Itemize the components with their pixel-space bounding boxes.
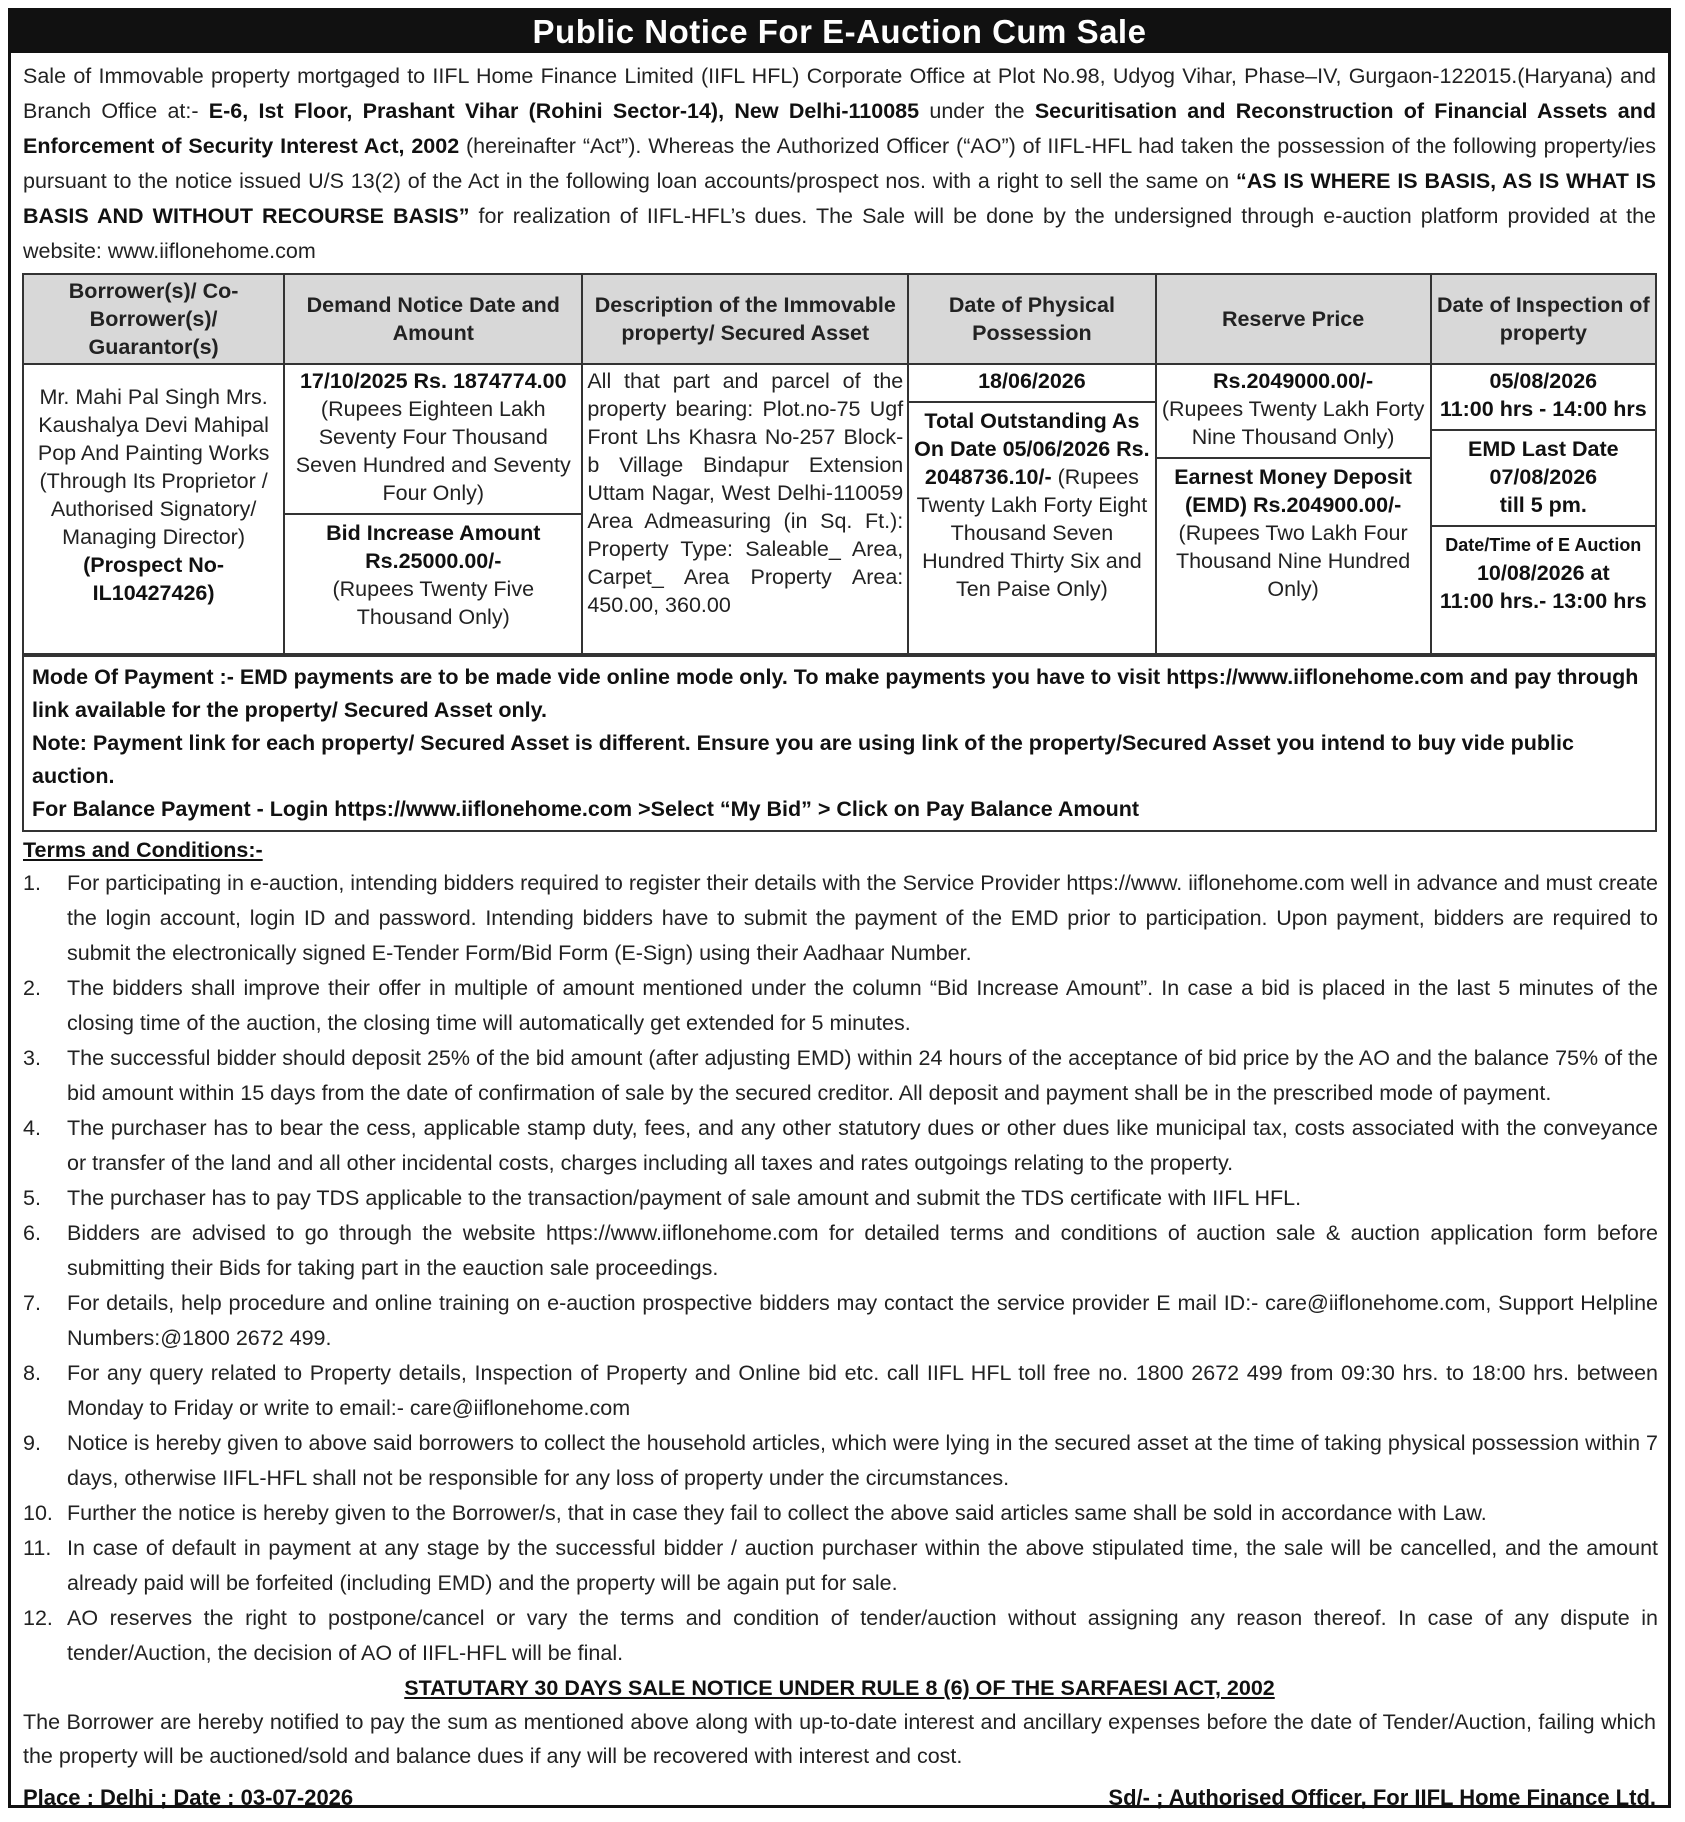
outstanding-block — [909, 401, 1154, 603]
reserve-amount: Rs.2049000.00/- — [1212, 369, 1374, 393]
term-text: For details, help procedure and online training on e-auction prospective bidders may contact the service provider E mail ID:- care@iiflonehome.com, Support Helpline Numbers:@1800 2672 499. — [67, 1291, 1658, 1350]
header-borrower: Borrower(s)/ Co-Borrower(s)/ Guarantor(s) — [23, 274, 284, 364]
list-item — [23, 971, 1658, 1041]
borrower-cell — [23, 364, 284, 654]
reserve-cell — [1156, 364, 1431, 654]
term-text: The purchaser has to bear the cess, applicable stamp duty, fees, and any other statutory dues or other dues like municipal tax, costs associated with the conveyance or transfer of the land and all other incidental costs, charges including all taxes and rates outgoings relating to the property. — [67, 1116, 1658, 1175]
footer — [11, 1773, 1668, 1811]
act-name: Securitisation and Reconstruction of Financial Assets and Enforcement of Security Interest Act, 2002 — [23, 99, 1657, 158]
term-number: 7. — [23, 1291, 41, 1315]
auction-block — [1432, 525, 1655, 615]
terms-list — [11, 866, 1668, 1671]
signature: Sd/- ; Authorised Officer, For IIFL Home Finance Ltd. — [1108, 1785, 1656, 1810]
header-demand: Demand Notice Date and Amount — [284, 274, 582, 364]
emd-last-time: till 5 pm. — [1499, 493, 1587, 517]
emd-last-label: EMD Last Date — [1468, 437, 1619, 461]
outstanding-label: Total Outstanding As On Date 05/06/2026 Rs. 2048736.10/- — [914, 409, 1150, 489]
header-inspection: Date of Inspection of property — [1431, 274, 1656, 364]
payment-box — [22, 655, 1657, 832]
list-item — [23, 1181, 1658, 1216]
outstanding-words: (Rupees Twenty Lakh Forty Eight Thousand Seven Hundred Thirty Six and Ten Paise Only) — [916, 465, 1148, 601]
branch-address: E-6, Ist Floor, Prashant Vihar (Rohini Sector-14), New Delhi-110085 — [198, 99, 920, 123]
list-item — [23, 1601, 1658, 1671]
term-text: AO reserves the right to postpone/cancel or vary the terms and condition of tender/auction without assigning any reason thereof. In case of any dispute in tender/Auction, the decision of AO of IIFL-HFL will be final. — [67, 1606, 1658, 1665]
bid-increase-label: Bid Increase Amount — [326, 521, 541, 545]
term-number: 6. — [23, 1221, 41, 1245]
bid-increase-words: (Rupees Twenty Five Thousand Only) — [332, 577, 535, 629]
balance-payment: For Balance Payment - Login https://www.iiflonehome.com >Select “My Bid” > Click on Pay Balance Amount — [32, 797, 1140, 821]
term-number: 11. — [23, 1536, 52, 1560]
emd-last-date: 07/08/2026 — [1489, 465, 1598, 489]
payment-note: Note: Payment link for each property/ Secured Asset is different. Ensure you are using link of the property/Secured Asset you intend to buy vide public auction. — [32, 731, 1574, 788]
emd-words: (Rupees Two Lakh Four Thousand Nine Hundred Only) — [1175, 521, 1411, 601]
inspection-cell — [1431, 364, 1656, 654]
term-text: The successful bidder should deposit 25% of the bid amount (after adjusting EMD) within 24 hours of the acceptance of bid price by the AO and the balance 75% of the bid amount within 15 days from the date of confirmation of sale by the secured creditor. All deposit and payment shall be in the prescribed mode of payment. — [67, 1046, 1658, 1105]
list-item — [23, 1041, 1658, 1111]
auction-label: Date/Time of E Auction — [1445, 535, 1642, 555]
sale-basis: “AS IS WHERE IS BASIS, AS IS WHAT IS BASIS AND WITHOUT RECOURSE BASIS” — [23, 169, 1656, 228]
place-date: Place : Delhi ; Date : 03-07-2026 — [23, 1785, 354, 1810]
term-number: 2. — [23, 976, 41, 1000]
term-text: For participating in e-auction, intending bidders required to register their details with the Service Provider https://www. iiflonehome.com well in advance and must create the login account, login ID and password. Intending bidders have to submit the payment of the EMD prior to participation. Upon payment, bidders are required to submit the electronically signed E-Tender Form/Bid Form (E-Sign) using their Aadhaar Number. — [67, 871, 1658, 965]
borrower-names: Mr. Mahi Pal Singh Mrs. Kaushalya Devi Mahipal Pop And Painting Works (Through Its Proprietor / Authorised Signatory/ Managing Director) — [37, 385, 270, 549]
intro-text-1: Sale of Immovable property mortgaged to IIFL Home Finance Limited (IIFL HFL) Corporate Office at Plot No.98, Udyog Vihar, Phase–IV, Gurgaon-122015.(Haryana) and Branch Office at:- — [23, 64, 1656, 123]
list-item — [23, 1496, 1658, 1531]
term-text: The bidders shall improve their offer in multiple of amount mentioned under the column “Bid Increase Amount”. In case a bid is placed in the last 5 minutes of the closing time of the auction, the closing time will automatically get extended for 5 minutes. — [67, 976, 1658, 1035]
term-number: 8. — [23, 1361, 41, 1385]
emd-last-block — [1432, 429, 1655, 519]
list-item — [23, 1531, 1658, 1601]
term-text: In case of default in payment at any stage by the successful bidder / auction purchaser within the above stipulated time, the sale will be cancelled, and the amount already paid will be forfeited (including EMD) and the property will be again put for sale. — [67, 1536, 1658, 1595]
intro-text-4: for realization of IIFL-HFL’s dues. The Sale will be done by the undersigned through e-auction platform provided at the website: www.iiflonehome.com — [23, 204, 1656, 263]
possession-cell — [908, 364, 1155, 654]
term-number: 4. — [23, 1116, 41, 1140]
term-text: Bidders are advised to go through the website https://www.iiflonehome.com for detailed terms and conditions of auction sale & auction application form before submitting their Bids for taking part in the eauction sale proceedings. — [67, 1221, 1658, 1280]
term-number: 5. — [23, 1186, 41, 1210]
table-row — [23, 364, 1656, 654]
terms-heading: Terms and Conditions:- — [23, 838, 263, 862]
inspection-date: 05/08/2026 — [1489, 369, 1598, 393]
header-description: Description of the Immovable property/ Secured Asset — [582, 274, 908, 364]
list-item — [23, 1356, 1658, 1426]
bid-increase-amount: Rs.25000.00/- — [365, 549, 502, 573]
emd-label: Earnest Money Deposit (EMD) Rs.204900.00/- — [1174, 465, 1412, 517]
demand-date-amount: 17/10/2025 Rs. 1874774.00 — [299, 369, 567, 393]
intro-paragraph — [11, 53, 1668, 269]
header-reserve: Reserve Price — [1156, 274, 1431, 364]
closing-paragraph: The Borrower are hereby notified to pay the sum as mentioned above along with up-to-date interest and ancillary expenses before the date of Tender/Auction, failing which the property will be auctioned/sold and balance dues if any will be recovered with interest and cost. — [23, 1710, 1656, 1768]
notice-page — [8, 8, 1671, 1808]
term-text: Further the notice is hereby given to the Borrower/s, that in case they fail to collect the above said articles same shall be sold in accordance with Law. — [67, 1501, 1487, 1525]
list-item — [23, 1286, 1658, 1356]
description-cell: All that part and parcel of the property bearing: Plot.no-75 Ugf Front Lhs Khasra No-257 Block-b Village Bindapur Extension Uttam Nagar, West Delhi-110059 Area Admeasuring (in Sq. Ft.): Property Type: Saleable_ Area, Carpet_ Area Property Area: 450.00, 360.00 — [582, 364, 908, 654]
property-table — [22, 273, 1657, 655]
header-possession: Date of Physical Possession — [908, 274, 1155, 364]
statutory-heading: STATUTARY 30 DAYS SALE NOTICE UNDER RULE 8 (6) OF THE SARFAESI ACT, 2002 — [404, 1676, 1275, 1700]
intro-text-2: under the — [919, 99, 1035, 123]
reserve-words: (Rupees Twenty Lakh Forty Nine Thousand Only) — [1161, 397, 1425, 449]
term-number: 1. — [23, 871, 41, 895]
notice-title: Public Notice For E-Auction Cum Sale — [11, 11, 1668, 53]
intro-text-3: (hereinafter “Act”). Whereas the Authorized Officer (“AO”) of IIFL-HFL had taken the possession of the following property/ies pursuant to the notice issued U/S 13(2) of the Act in the following loan accounts/prospect nos. with a right to sell the same on — [23, 134, 1657, 193]
list-item — [23, 866, 1658, 971]
table-header-row — [23, 274, 1656, 364]
term-number: 9. — [23, 1431, 41, 1455]
emd-block — [1157, 457, 1430, 603]
list-item — [23, 1111, 1658, 1181]
prospect-number: (Prospect No- IL10427426) — [83, 553, 225, 605]
term-text: For any query related to Property details, Inspection of Property and Online bid etc. call IIFL HFL toll free no. 1800 2672 499 from 09:30 hrs. to 18:00 hrs. between Monday to Friday or write to email:- care@iiflonehome.com — [67, 1361, 1658, 1420]
bid-increase-block — [285, 513, 581, 631]
possession-date: 18/06/2026 — [978, 369, 1086, 393]
demand-words: (Rupees Eighteen Lakh Seventy Four Thousand Seven Hundred and Seventy Four Only) — [295, 397, 571, 505]
term-number: 3. — [23, 1046, 41, 1070]
auction-date: 10/08/2026 at — [1476, 561, 1610, 585]
payment-mode: Mode Of Payment :- EMD payments are to be made vide online mode only. To make payments you have to visit https://www.iiflonehome.com and pay through link available for the property/ Secured Asset only. — [32, 665, 1639, 722]
term-text: Notice is hereby given to above said borrowers to collect the household articles, which were lying in the secured asset at the time of taking physical possession within 7 days, otherwise IIFL-HFL shall not be responsible for any loss of property under the circumstances. — [67, 1431, 1658, 1490]
demand-cell — [284, 364, 582, 654]
inspection-time: 11:00 hrs - 14:00 hrs — [1439, 397, 1647, 421]
list-item — [23, 1426, 1658, 1496]
term-text: The purchaser has to pay TDS applicable to the transaction/payment of sale amount and submit the TDS certificate with IIFL HFL. — [67, 1186, 1302, 1210]
auction-time: 11:00 hrs.- 13:00 hrs — [1439, 589, 1647, 613]
term-number: 10. — [23, 1501, 53, 1525]
term-number: 12. — [23, 1606, 53, 1630]
list-item — [23, 1216, 1658, 1286]
